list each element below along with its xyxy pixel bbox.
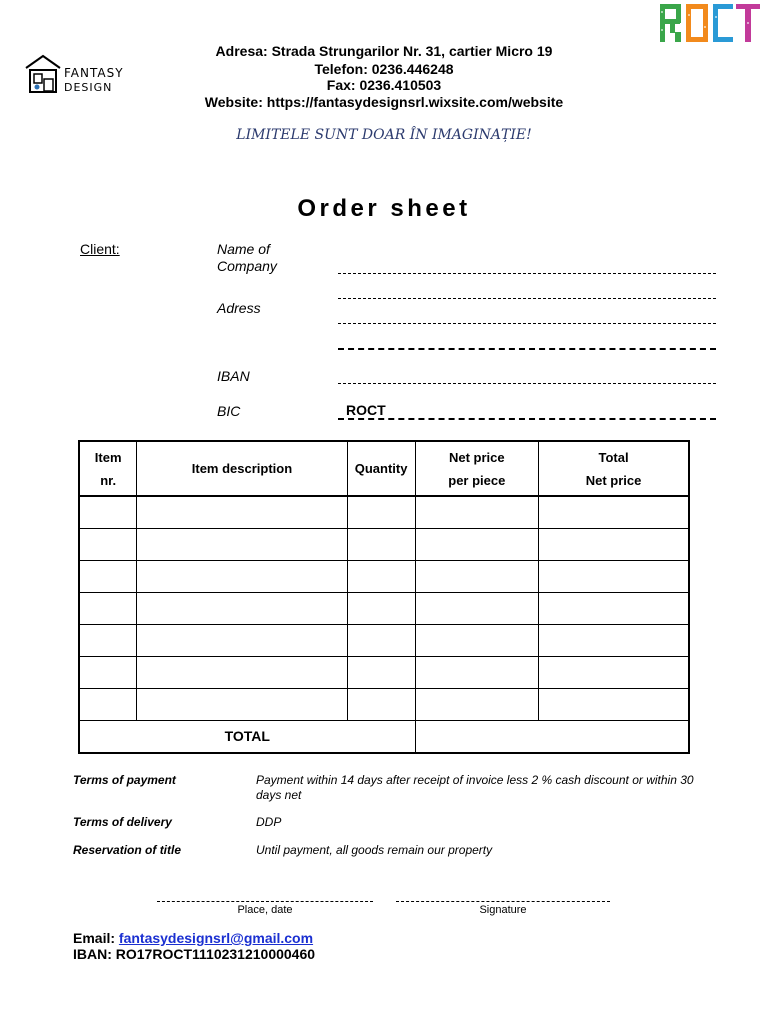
- page-title: Order sheet: [297, 195, 471, 222]
- table-cell[interactable]: [539, 656, 689, 688]
- table-cell[interactable]: [347, 496, 415, 528]
- reservation-title-label: Reservation of title: [73, 843, 182, 857]
- bic-value: ROCT: [346, 402, 386, 418]
- table-cell[interactable]: [415, 528, 539, 560]
- company-name-field-2[interactable]: [338, 298, 716, 299]
- header-total-line1: Total: [598, 449, 629, 465]
- address-field-2[interactable]: [338, 348, 716, 350]
- company-name-label-line1: Name of: [217, 241, 270, 257]
- bic-label: BIC: [217, 403, 241, 419]
- table-cell[interactable]: [79, 688, 137, 720]
- table-cell[interactable]: [79, 624, 137, 656]
- table-cell[interactable]: [137, 688, 347, 720]
- table-cell[interactable]: [347, 656, 415, 688]
- table-cell[interactable]: [415, 688, 539, 720]
- place-date-caption: Place, date: [237, 904, 293, 916]
- table-cell[interactable]: [415, 592, 539, 624]
- roct-brand-logo: [658, 2, 762, 44]
- header-item-nr-line2: nr.: [100, 472, 117, 488]
- table-cell[interactable]: [415, 496, 539, 528]
- table-row: [79, 496, 689, 528]
- order-items-table: [78, 440, 690, 754]
- table-cell[interactable]: [347, 528, 415, 560]
- table-cell[interactable]: [137, 496, 347, 528]
- header-net-price-line2: per piece: [448, 472, 506, 488]
- logo-text-fantasy: FANTASY: [64, 66, 124, 80]
- table-cell[interactable]: [415, 624, 539, 656]
- footer-iban: IBAN: RO17ROCT1110231210000460: [73, 946, 316, 962]
- signature-line[interactable]: [396, 901, 610, 902]
- table-cell[interactable]: [347, 688, 415, 720]
- header-net-price-line1: Net price: [448, 449, 505, 465]
- table-row: [79, 528, 689, 560]
- header-description: Item description: [137, 441, 347, 496]
- signature-caption: Signature: [479, 904, 527, 916]
- header-item-nr-line1: Item: [94, 449, 122, 465]
- table-cell[interactable]: [415, 656, 539, 688]
- company-phone: Telefon: 0236.446248: [314, 61, 454, 77]
- reservation-title-value: Until payment, all goods remain our property: [256, 843, 493, 857]
- table-cell[interactable]: [137, 528, 347, 560]
- table-cell[interactable]: [79, 496, 137, 528]
- terms-payment-value: Payment within 14 days after receipt of invoice less 2 % cash discount or within 30 days net: [256, 773, 694, 802]
- table-cell[interactable]: [539, 688, 689, 720]
- total-label: TOTAL: [79, 720, 415, 753]
- header-total-line2: Net price: [585, 472, 642, 488]
- table-cell[interactable]: [539, 560, 689, 592]
- table-cell[interactable]: [137, 560, 347, 592]
- table-cell[interactable]: [137, 624, 347, 656]
- company-address: Adresa: Strada Strungarilor Nr. 31, cartier Micro 19: [215, 43, 553, 59]
- email-link[interactable]: fantasydesignsrl@gmail.com: [118, 930, 314, 946]
- company-name-label-line2: Company: [217, 258, 277, 274]
- table-cell[interactable]: [539, 496, 689, 528]
- table-row: [79, 592, 689, 624]
- table-cell[interactable]: [137, 592, 347, 624]
- header-quantity: Quantity: [347, 441, 415, 496]
- header-item-nr: [79, 441, 137, 496]
- table-row: [79, 624, 689, 656]
- table-row: [79, 688, 689, 720]
- table-cell[interactable]: [347, 592, 415, 624]
- company-name-field[interactable]: [338, 273, 716, 274]
- logo-text-design: DESIGN: [64, 81, 113, 94]
- table-cell[interactable]: [347, 560, 415, 592]
- email-label: Email:: [73, 930, 116, 946]
- iban-label: IBAN: [217, 368, 250, 384]
- table-cell[interactable]: [79, 656, 137, 688]
- place-date-line[interactable]: [157, 901, 373, 902]
- total-row: [79, 720, 689, 753]
- address-field[interactable]: [338, 323, 716, 324]
- header-total: [539, 441, 689, 496]
- header-net-price: [415, 441, 539, 496]
- iban-field[interactable]: [338, 383, 716, 384]
- table-cell[interactable]: [79, 560, 137, 592]
- bic-field[interactable]: [338, 418, 716, 420]
- table-row: [79, 656, 689, 688]
- table-cell[interactable]: [79, 592, 137, 624]
- client-label: Client:: [80, 241, 120, 257]
- table-cell[interactable]: [415, 560, 539, 592]
- table-cell[interactable]: [79, 528, 137, 560]
- footer-email: [73, 930, 313, 946]
- table-header-row: [79, 441, 689, 496]
- terms-delivery-label: Terms of delivery: [73, 815, 172, 829]
- company-website[interactable]: Website: https://fantasydesignsrl.wixsite.com/website: [204, 94, 564, 110]
- table-row: [79, 560, 689, 592]
- table-cell[interactable]: [347, 624, 415, 656]
- terms-payment-label: Terms of payment: [73, 773, 176, 787]
- table-cell[interactable]: [137, 656, 347, 688]
- company-fax: Fax: 0236.410503: [326, 77, 442, 93]
- terms-delivery-value: DDP: [256, 815, 282, 829]
- total-value-cell[interactable]: [415, 720, 689, 753]
- table-cell[interactable]: [539, 592, 689, 624]
- table-cell[interactable]: [539, 528, 689, 560]
- address-label: Adress: [217, 300, 261, 316]
- table-cell[interactable]: [539, 624, 689, 656]
- company-motto: LIMITELE SUNT DOAR ÎN IMAGINAȚIE!: [236, 127, 532, 143]
